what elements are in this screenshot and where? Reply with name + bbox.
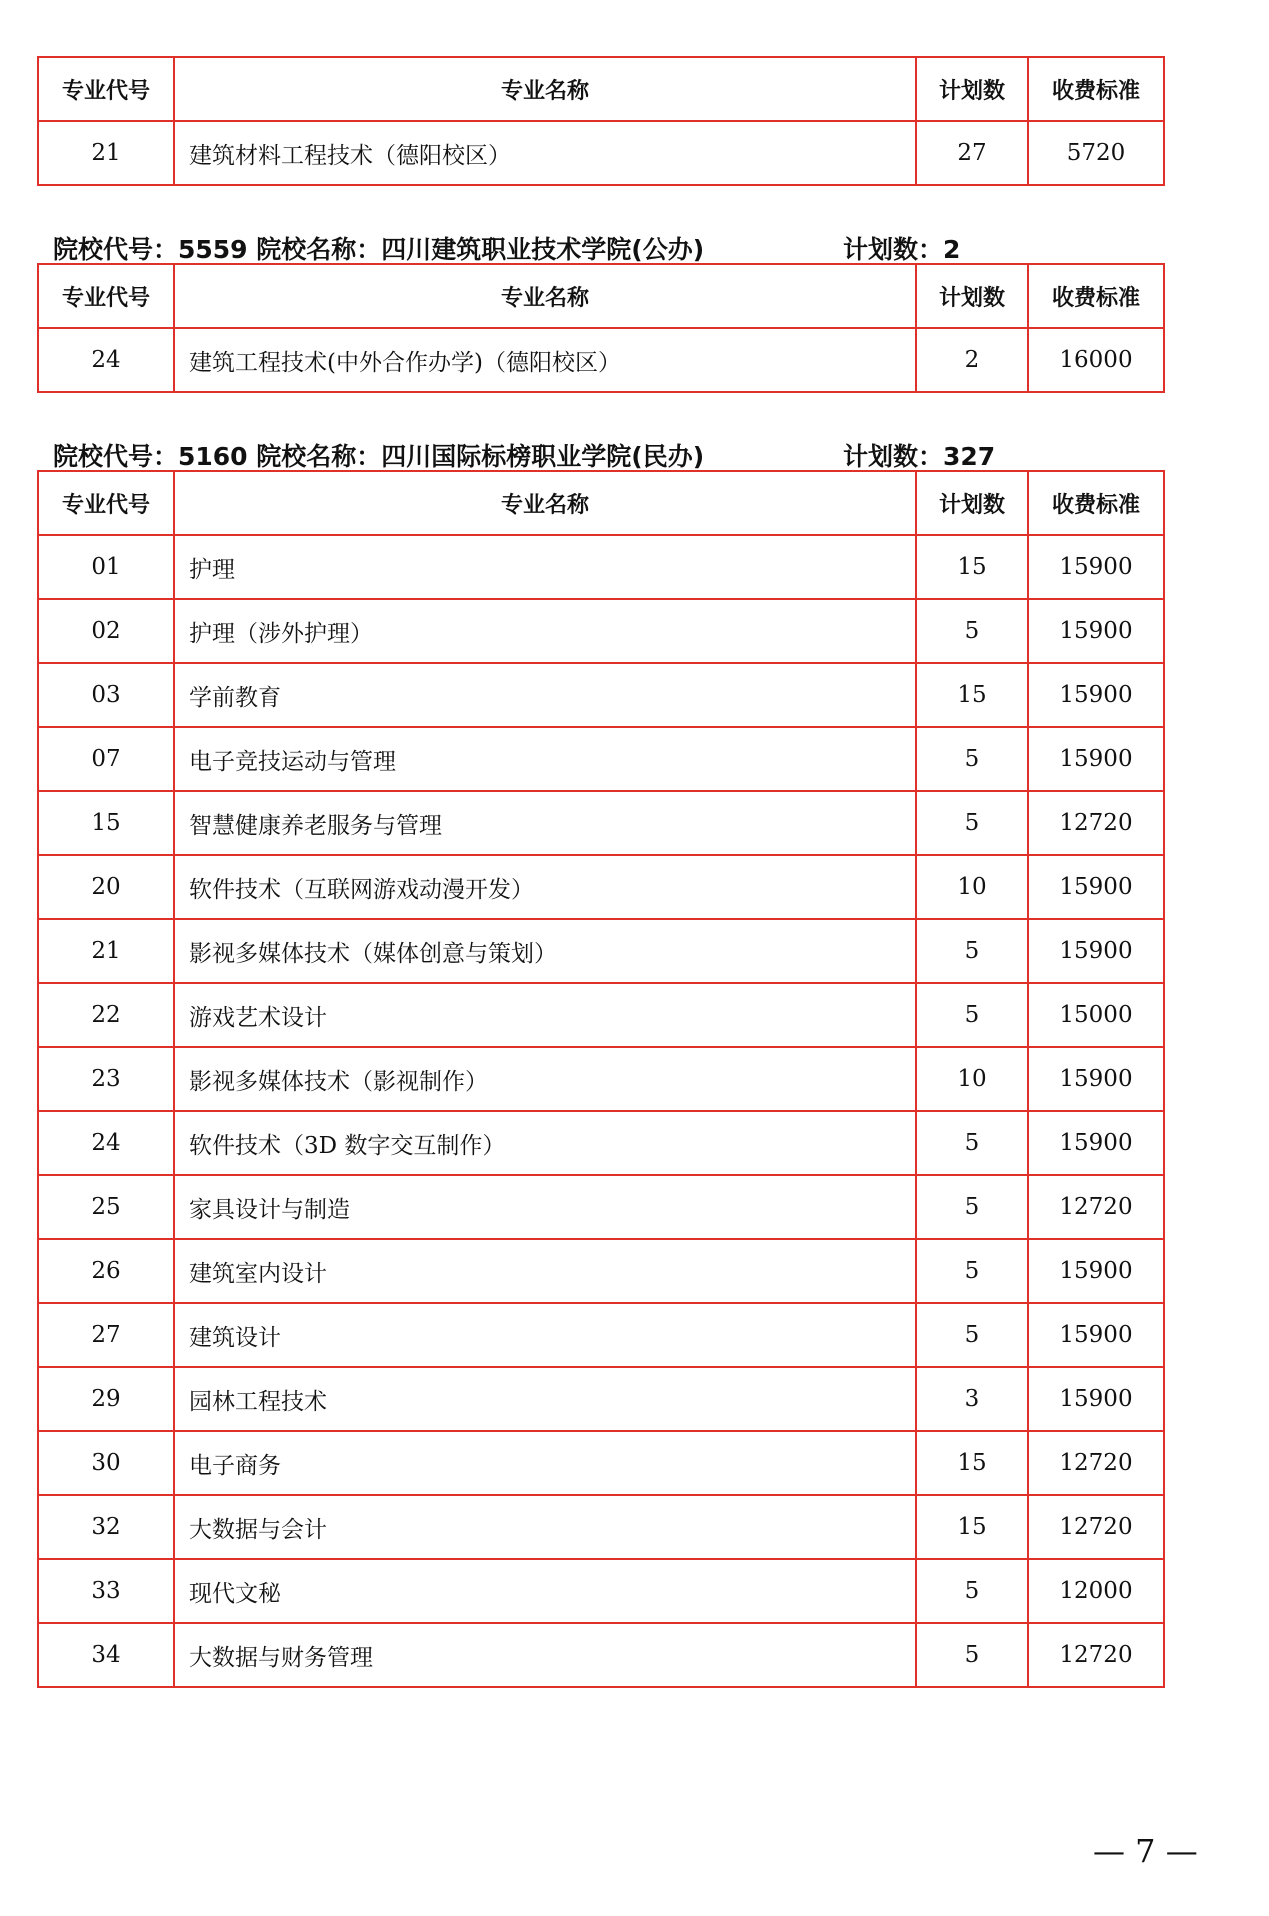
cell-name: 大数据与财务管理 [174,1623,916,1687]
cell-code: 29 [38,1367,174,1431]
cell-code: 22 [38,983,174,1047]
cell-plan: 15 [916,1431,1028,1495]
cell-name: 护理 [174,535,916,599]
cell-plan: 5 [916,599,1028,663]
cell-name: 游戏艺术设计 [174,983,916,1047]
cell-plan: 10 [916,1047,1028,1111]
school-info: 院校代号：5559 院校名称：四川建筑职业技术学院(公办) [53,235,705,264]
cell-fee: 15900 [1028,599,1164,663]
header-code: 专业代号 [38,264,174,328]
cell-name: 软件技术（3D 数字交互制作） [174,1111,916,1175]
school-plan-total: 计划数：2 [843,235,961,264]
cell-code: 24 [38,1111,174,1175]
cell-plan: 5 [916,1559,1028,1623]
cell-code: 21 [38,919,174,983]
cell-plan: 5 [916,791,1028,855]
cell-code: 21 [38,121,174,185]
cell-code: 33 [38,1559,174,1623]
table-row [38,1239,1164,1303]
cell-fee: 15900 [1028,1239,1164,1303]
table-row [38,663,1164,727]
cell-code: 26 [38,1239,174,1303]
table-row [38,983,1164,1047]
cell-code: 07 [38,727,174,791]
cell-name: 电子竞技运动与管理 [174,727,916,791]
school-heading-5160 [53,437,996,473]
table-row [38,1623,1164,1687]
cell-name: 大数据与会计 [174,1495,916,1559]
cell-name: 园林工程技术 [174,1367,916,1431]
cell-code: 32 [38,1495,174,1559]
header-plan: 计划数 [916,57,1028,121]
cell-code: 24 [38,328,174,392]
cell-name: 学前教育 [174,663,916,727]
cell-fee: 12720 [1028,1431,1164,1495]
table-row [38,328,1164,392]
header-plan: 计划数 [916,471,1028,535]
cell-code: 23 [38,1047,174,1111]
cell-name: 建筑设计 [174,1303,916,1367]
table-header-row [38,264,1164,328]
cell-name: 影视多媒体技术（影视制作） [174,1047,916,1111]
cell-fee: 15900 [1028,1047,1164,1111]
cell-fee: 15900 [1028,727,1164,791]
table-header-row [38,57,1164,121]
cell-plan: 2 [916,328,1028,392]
table-row [38,535,1164,599]
cell-plan: 5 [916,1175,1028,1239]
table-row [38,1495,1164,1559]
cell-fee: 5720 [1028,121,1164,185]
cell-code: 34 [38,1623,174,1687]
table-row [38,919,1164,983]
cell-code: 25 [38,1175,174,1239]
school-plan-total: 计划数：327 [843,442,996,471]
header-name: 专业名称 [174,57,916,121]
cell-plan: 15 [916,1495,1028,1559]
table-row [38,1303,1164,1367]
cell-fee: 15900 [1028,855,1164,919]
cell-plan: 27 [916,121,1028,185]
cell-code: 27 [38,1303,174,1367]
cell-code: 01 [38,535,174,599]
header-code: 专业代号 [38,57,174,121]
table-row [38,855,1164,919]
cell-plan: 15 [916,663,1028,727]
cell-plan: 5 [916,1239,1028,1303]
cell-name: 影视多媒体技术（媒体创意与策划） [174,919,916,983]
header-code: 专业代号 [38,471,174,535]
cell-fee: 12720 [1028,1175,1164,1239]
header-name: 专业名称 [174,471,916,535]
program-table-continued [37,56,1165,186]
table-row [38,1367,1164,1431]
cell-name: 智慧健康养老服务与管理 [174,791,916,855]
cell-fee: 16000 [1028,328,1164,392]
cell-plan: 5 [916,983,1028,1047]
cell-code: 20 [38,855,174,919]
cell-fee: 12720 [1028,1623,1164,1687]
header-fee: 收费标准 [1028,264,1164,328]
cell-fee: 15900 [1028,1111,1164,1175]
table-header-row [38,471,1164,535]
table-row [38,121,1164,185]
cell-name: 建筑室内设计 [174,1239,916,1303]
cell-fee: 15900 [1028,1367,1164,1431]
cell-fee: 15000 [1028,983,1164,1047]
cell-code: 03 [38,663,174,727]
header-fee: 收费标准 [1028,57,1164,121]
table-row [38,1559,1164,1623]
cell-plan: 5 [916,1303,1028,1367]
cell-name: 软件技术（互联网游戏动漫开发） [174,855,916,919]
cell-name: 建筑工程技术(中外合作办学)（德阳校区） [174,328,916,392]
cell-code: 15 [38,791,174,855]
table-row [38,791,1164,855]
table-row [38,1431,1164,1495]
cell-name: 电子商务 [174,1431,916,1495]
cell-fee: 15900 [1028,535,1164,599]
cell-fee: 12000 [1028,1559,1164,1623]
cell-plan: 5 [916,1111,1028,1175]
cell-plan: 10 [916,855,1028,919]
cell-fee: 12720 [1028,791,1164,855]
cell-plan: 3 [916,1367,1028,1431]
program-table-5559 [37,263,1165,393]
cell-plan: 5 [916,727,1028,791]
table-row [38,1047,1164,1111]
cell-name: 护理（涉外护理） [174,599,916,663]
cell-name: 现代文秘 [174,1559,916,1623]
table-row [38,1111,1164,1175]
cell-name: 家具设计与制造 [174,1175,916,1239]
header-plan: 计划数 [916,264,1028,328]
cell-code: 02 [38,599,174,663]
header-fee: 收费标准 [1028,471,1164,535]
program-table-5160 [37,470,1165,1688]
table-row [38,1175,1164,1239]
table-row [38,727,1164,791]
school-info: 院校代号：5160 院校名称：四川国际标榜职业学院(民办) [53,442,705,471]
cell-code: 30 [38,1431,174,1495]
header-name: 专业名称 [174,264,916,328]
cell-fee: 15900 [1028,919,1164,983]
cell-fee: 12720 [1028,1495,1164,1559]
cell-name: 建筑材料工程技术（德阳校区） [174,121,916,185]
cell-fee: 15900 [1028,663,1164,727]
page-number: — 7 — [1093,1832,1198,1870]
cell-plan: 5 [916,919,1028,983]
table-row [38,599,1164,663]
cell-plan: 5 [916,1623,1028,1687]
school-heading-5559 [53,230,961,266]
cell-plan: 15 [916,535,1028,599]
cell-fee: 15900 [1028,1303,1164,1367]
